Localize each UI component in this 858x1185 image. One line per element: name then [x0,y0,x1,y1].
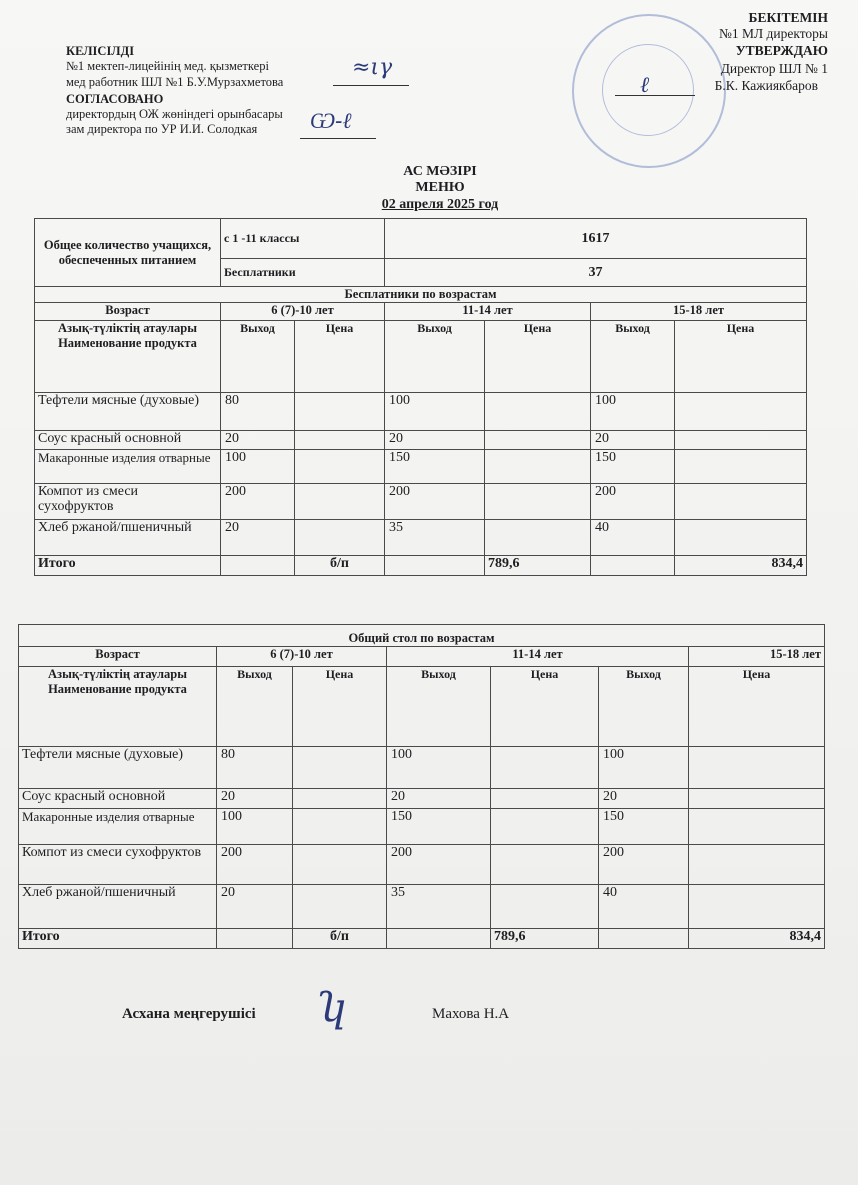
age-label: Возраст [35,303,221,321]
col-price: Цена [675,321,807,393]
out-value: 200 [385,484,485,520]
table-row [19,885,825,929]
product-name: Компот из смеси сухофруктов [19,845,217,885]
menu-table-free [34,218,807,576]
col-out: Выход [221,321,295,393]
table-row [35,450,807,484]
agreed-ru-title: СОГЛАСОВАНО [66,92,164,106]
table-row [35,431,807,450]
age-group-3: 15-18 лет [689,647,825,667]
deputy-signature: Ѡ-ℓ [310,109,352,134]
deputy-signature-line [300,138,376,139]
col-out: Выход [217,667,293,747]
product-name: Макаронные изделия отварные [19,809,217,845]
table-row [35,520,807,556]
table-row [35,393,807,431]
table-row [35,484,807,520]
out-value: 20 [221,431,295,450]
total-group-3: 834,4 [675,556,807,576]
out-value: 100 [221,450,295,484]
agreed-kz-title: КЕЛІСІЛДІ [66,44,135,58]
col-out: Выход [599,667,689,747]
product-header: Азық-түліктің атаулары Наименование продукта [35,321,221,393]
out-value: 20 [217,885,293,929]
out-value: 150 [599,809,689,845]
out-value: 100 [387,747,491,789]
general-section-title: Общий стол по возрастам [19,625,825,647]
age-group-2: 11-14 лет [385,303,591,321]
classes-label: с 1 -11 классы [221,219,385,259]
product-name: Соус красный основной [19,789,217,809]
out-value: 100 [217,809,293,845]
approval-kz-title: БЕКІТЕМІН [748,10,828,25]
title-ru: МЕНЮ [415,180,465,195]
product-name: Хлеб ржаной/пшеничный [35,520,221,556]
total-group-2: 789,6 [485,556,591,576]
col-out: Выход [385,321,485,393]
age-group-3: 15-18 лет [591,303,807,321]
total-label: Итого [19,929,217,949]
students-count-label: Общее количество учащихся, обеспеченных питанием [35,219,221,287]
product-name: Макаронные изделия отварные [35,450,221,484]
out-value: 40 [599,885,689,929]
out-value: 20 [387,789,491,809]
product-name: Соус красный основной [35,431,221,450]
col-price: Цена [293,667,387,747]
approval-ru-title: УТВЕРЖДАЮ [735,43,828,58]
product-header: Азық-түліктің атаулары Наименование продукта [19,667,217,747]
out-value: 40 [591,520,675,556]
total-group-1: б/п [295,556,385,576]
table-row [19,845,825,885]
out-value: 80 [221,393,295,431]
col-price: Цена [295,321,385,393]
approval-signature: ℓ [640,73,650,98]
out-value: 150 [591,450,675,484]
title-kz: АС МӘЗІРІ [403,164,477,179]
free-value: 37 [385,259,807,287]
table-row [19,747,825,789]
product-name: Компот из смеси сухофруктов [35,484,221,520]
title-date: 02 апреля 2025 год [381,197,499,212]
col-price: Цена [491,667,599,747]
out-value: 35 [387,885,491,929]
total-group-3: 834,4 [689,929,825,949]
out-value: 20 [591,431,675,450]
menu-table-general [18,624,825,949]
out-value: 100 [591,393,675,431]
total-group-1: б/п [293,929,387,949]
footer-name: Махова Н.А [432,1006,510,1022]
product-name: Тефтели мясные (духовые) [19,747,217,789]
product-name: Тефтели мясные (духовые) [35,393,221,431]
age-group-1: 6 (7)-10 лет [221,303,385,321]
agreed-ru-line2: зам директора по УР И.И. Солодкая [66,122,258,136]
footer-role: Асхана меңгерушісі [122,1006,256,1022]
product-name: Хлеб ржаной/пшеничный [19,885,217,929]
out-value: 100 [385,393,485,431]
agreed-kz-line2: директордың ОЖ жөніндегі орынбасары [66,107,283,121]
total-group-2: 789,6 [491,929,599,949]
out-value: 20 [221,520,295,556]
total-label: Итого [35,556,221,576]
approval-name: Б.К. Кажиякбаров [714,78,818,93]
out-value: 20 [217,789,293,809]
out-value: 200 [599,845,689,885]
footer-signature: ʮ [316,985,348,1031]
out-value: 35 [385,520,485,556]
col-price: Цена [689,667,825,747]
table-row [19,789,825,809]
agreed-kz-line1: №1 мектеп-лицейінің мед. қызметкері [66,59,269,73]
approval-signature-line [615,95,695,96]
medic-signature: ≈ιγ [352,55,393,80]
col-out: Выход [591,321,675,393]
total-row [19,929,825,949]
out-value: 200 [217,845,293,885]
out-value: 150 [385,450,485,484]
free-section-title: Бесплатники по возрастам [35,287,807,303]
agreed-ru-line1: мед работник ШЛ №1 Б.У.Мурзахметова [66,75,284,89]
col-price: Цена [485,321,591,393]
table-row [19,809,825,845]
total-row [35,556,807,576]
col-out: Выход [387,667,491,747]
medic-signature-line [333,85,409,86]
age-group-1: 6 (7)-10 лет [217,647,387,667]
age-label: Возраст [19,647,217,667]
age-group-2: 11-14 лет [387,647,689,667]
classes-value: 1617 [385,219,807,259]
out-value: 200 [221,484,295,520]
out-value: 150 [387,809,491,845]
out-value: 200 [591,484,675,520]
out-value: 200 [387,845,491,885]
approval-kz-role: №1 МЛ директоры [718,26,828,41]
out-value: 80 [217,747,293,789]
out-value: 20 [385,431,485,450]
out-value: 20 [599,789,689,809]
free-label: Бесплатники [221,259,385,287]
out-value: 100 [599,747,689,789]
approval-ru-role: Директор ШЛ № 1 [720,61,828,76]
